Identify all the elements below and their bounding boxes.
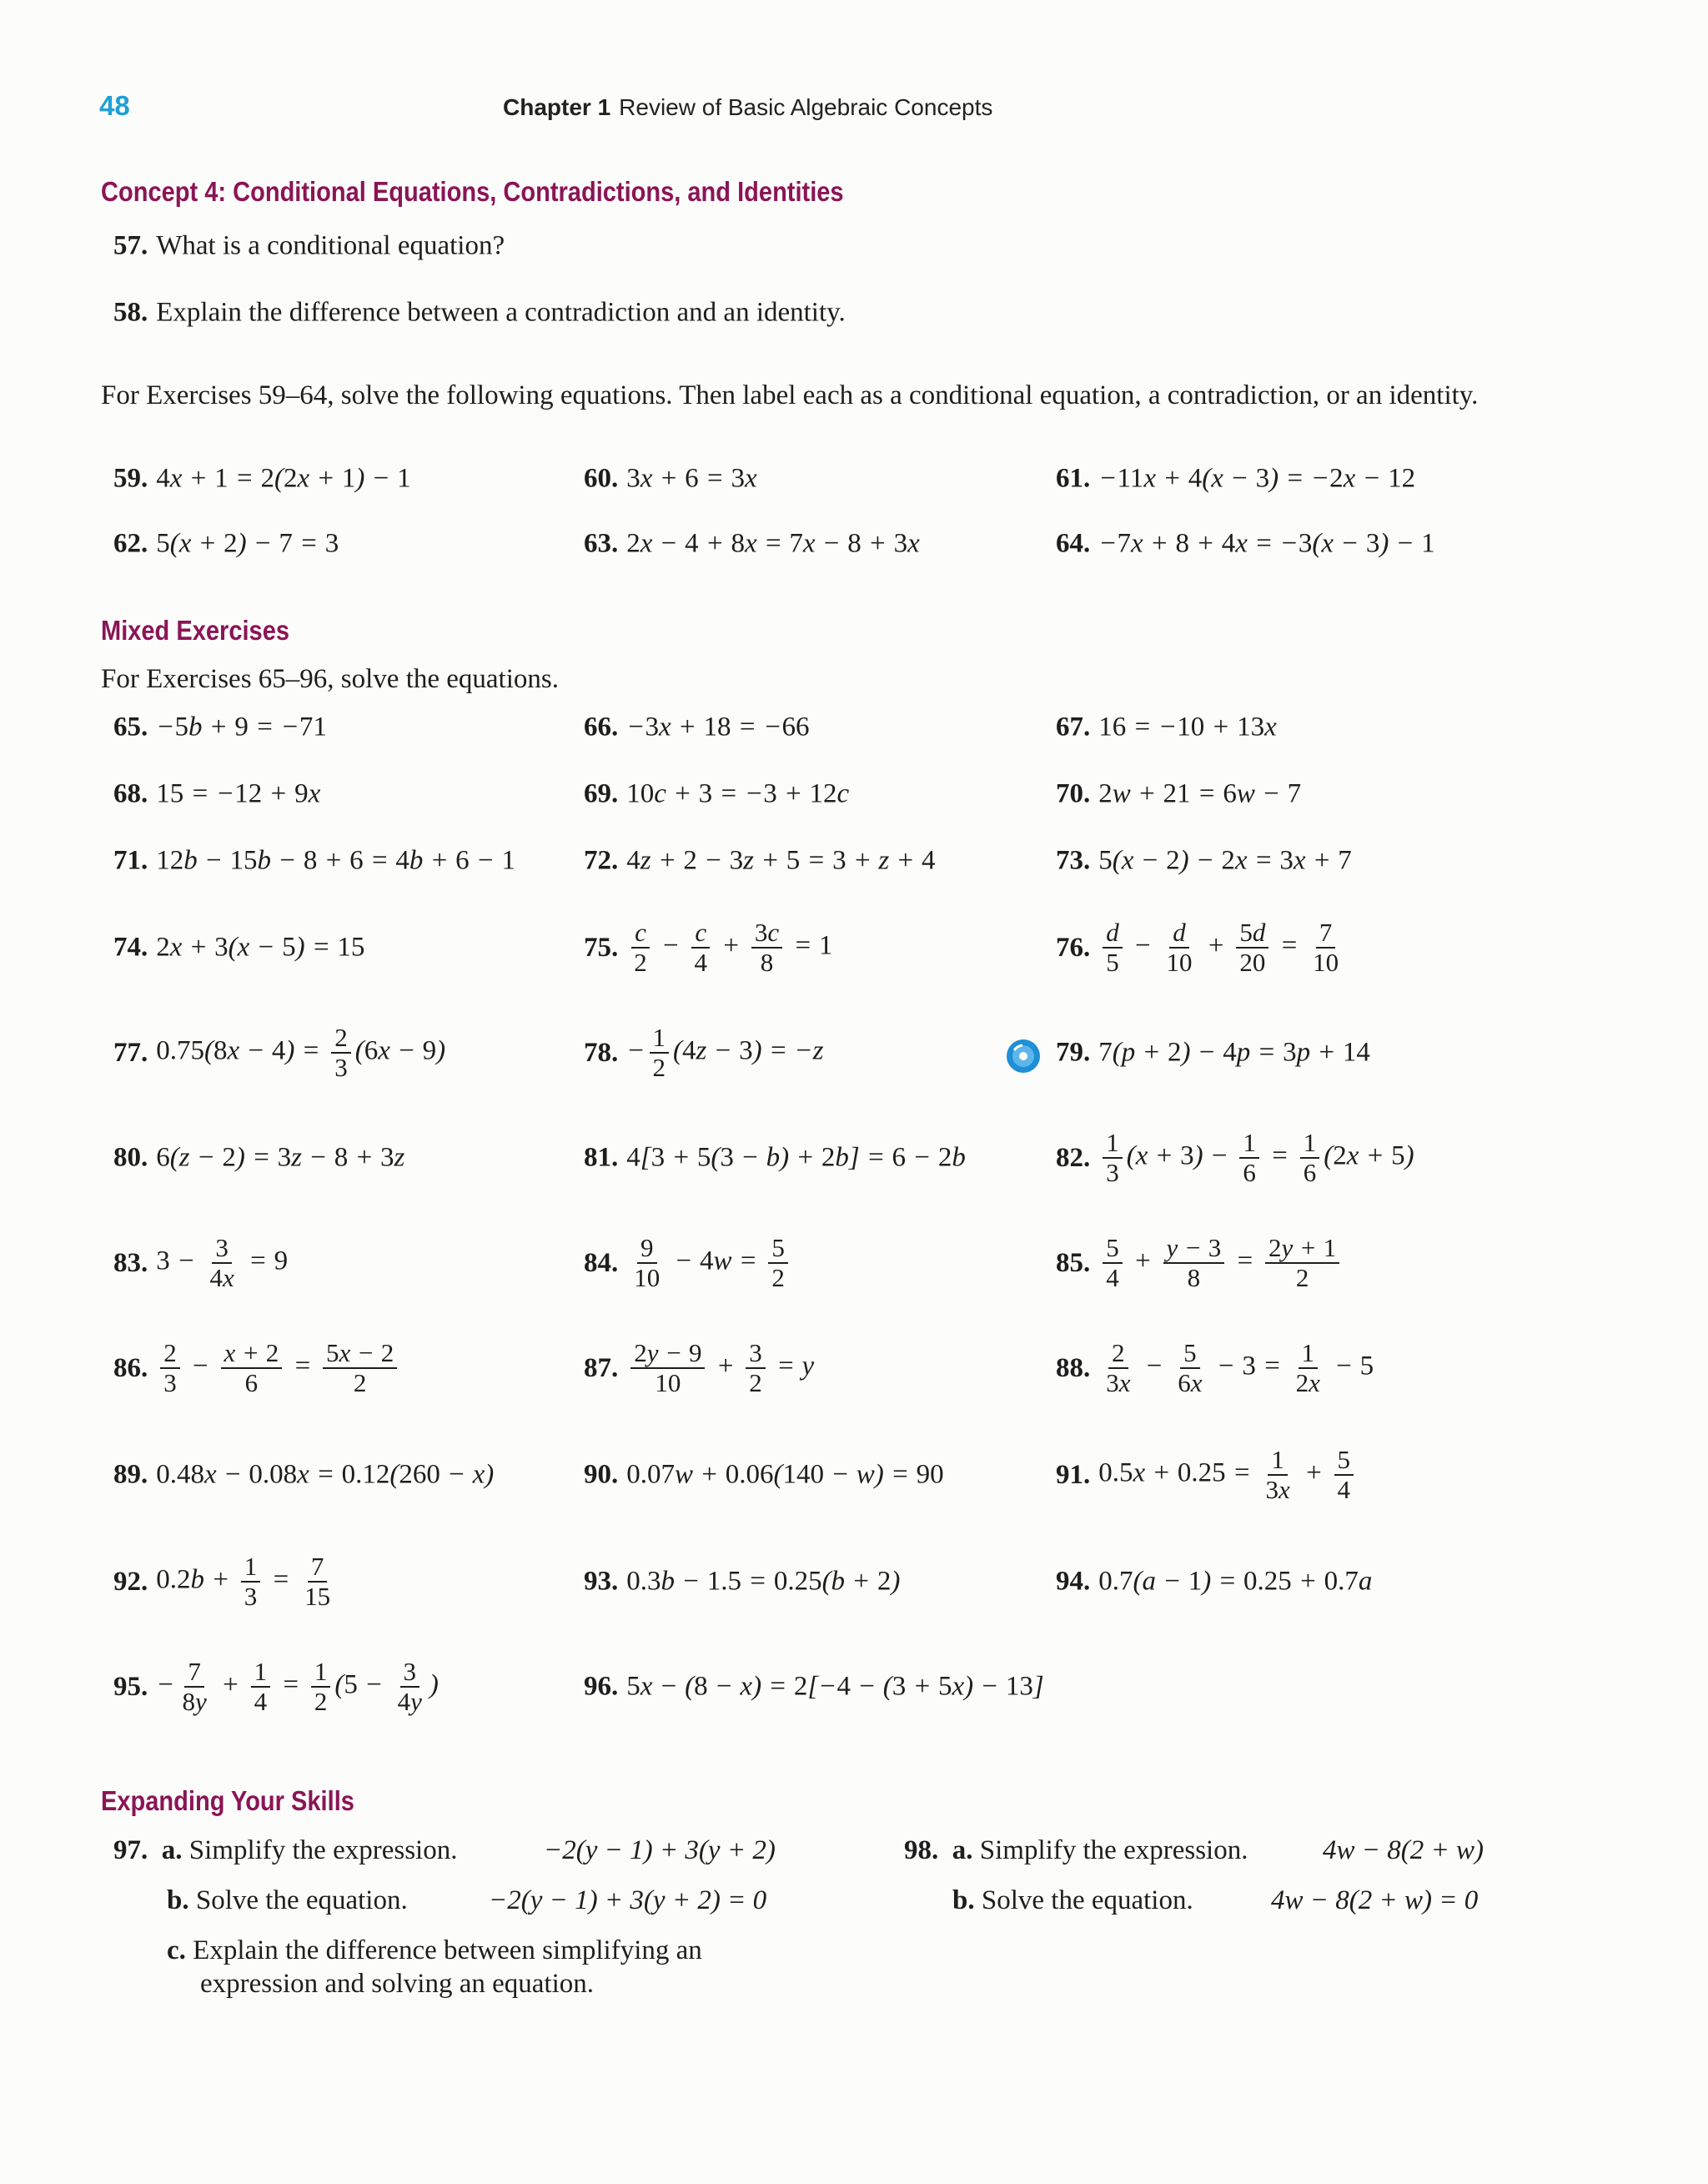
exercise-65: [113, 712, 327, 743]
exercise-number: 60.: [584, 463, 619, 494]
equation: 2x − 4 + 8x = 7x − 8 + 3x: [626, 528, 920, 559]
equation: −11x + 4(x − 3) = −2x − 12: [1098, 463, 1416, 494]
equation: 0.48x − 0.08x = 0.12(260 − x): [156, 1459, 495, 1490]
equation: −7x + 8 + 4x = −3(x − 3) − 1: [1098, 528, 1435, 559]
exercise-70: [1056, 779, 1301, 810]
exercise-number: 68.: [113, 778, 148, 809]
exercise-number: 69.: [584, 778, 619, 809]
exercise-number: 85.: [1056, 1247, 1091, 1278]
equation: 12b − 15b − 8 + 6 = 4b + 6 − 1: [156, 845, 515, 876]
exercise-number: 88.: [1056, 1352, 1091, 1383]
equation: 5(x + 2) − 7 = 3: [156, 528, 339, 559]
exercise-number: 66.: [584, 712, 619, 742]
equation: − $\frac{1}{2}$ (4z − 3) = −z: [626, 1023, 824, 1082]
q97a-expression: −2(y − 1) + 3(y + 2): [544, 1835, 776, 1865]
exercise-71: [113, 846, 515, 877]
exercise-82: [1056, 1129, 1414, 1187]
exercise-57: 57. What is a conditional equation?: [113, 230, 505, 261]
equation: $\frac{2}{3x}$ − $\frac{5}{6x}$ − 3 = $\frac{1}{2x}$ − 5: [1106, 1338, 1374, 1397]
equation: $\frac{d}{5}$ − $\frac{d}{10}$ + $\frac{5d}{20}$ = $\frac{7}{10}$: [1098, 918, 1346, 977]
exercise-89: [113, 1460, 494, 1491]
equation: $\frac{2y - 9}{10}$ + $\frac{3}{2}$ = y: [626, 1339, 814, 1397]
exercise-number: 61.: [1056, 463, 1091, 494]
concept4-heading: Concept 4: Conditional Equations, Contradictions, and Identities: [101, 176, 844, 207]
exercise-number: 80.: [113, 1142, 148, 1173]
q98b-expression: 4w − 8(2 + w) = 0: [1271, 1885, 1479, 1915]
exercise-97b: b. Solve the equation.: [167, 1885, 408, 1915]
exercise-number: 79.: [1056, 1037, 1091, 1068]
exercise-number: 72.: [584, 845, 619, 876]
exercise-number: 77.: [113, 1037, 148, 1068]
exercise-number: 84.: [584, 1247, 619, 1278]
equation: $\frac{5}{4}$ + $\frac{y - 3}{8}$ = $\frac{2y + 1}{2}$: [1098, 1234, 1344, 1292]
equation: 0.7(a − 1) = 0.25 + 0.7a: [1098, 1566, 1373, 1597]
equation: 2w + 21 = 6w − 7: [1098, 778, 1302, 809]
exercise-81: [584, 1143, 966, 1174]
equation: 5(x − 2) − 2x = 3x + 7: [1098, 845, 1352, 876]
exercise-96: [584, 1672, 1044, 1703]
exercise-number: 75.: [584, 932, 619, 963]
exercise-66: [584, 712, 810, 743]
exercise-84: [584, 1234, 792, 1292]
exercise-number: 62.: [113, 528, 148, 559]
exercise-87: [584, 1339, 814, 1397]
exercise-63: [584, 529, 920, 560]
exercise-number: 74.: [113, 932, 148, 963]
instruction-59-64: For Exercises 59–64, solve the following equations. Then label each as a conditional equation, a contradiction, or an identity.: [101, 380, 1479, 410]
exercise-number: 73.: [1056, 845, 1091, 876]
exercise-95: [113, 1658, 439, 1716]
equation: −5b + 9 = −71: [156, 712, 327, 742]
equation: − $\frac{7}{8y}$ + $\frac{1}{4}$ = $\frac{1}{2}$ (5 − $\frac{3}{4y}$ ): [156, 1657, 439, 1716]
running-head: [503, 94, 992, 121]
equation: 0.07w + 0.06(140 − w) = 90: [626, 1459, 944, 1490]
exercise-93: [584, 1567, 900, 1598]
equation: 3 − $\frac{3}{4x}$ = 9: [156, 1233, 289, 1292]
exercise-97a: 97. a. Simplify the expression.: [113, 1835, 458, 1865]
equation: 0.3b − 1.5 = 0.25(b + 2): [626, 1566, 901, 1597]
q98a-expression: 4w − 8(2 + w): [1323, 1835, 1484, 1865]
exercise-74: [113, 933, 364, 964]
exercise-number: 94.: [1056, 1566, 1091, 1597]
mixed-exercises-heading: Mixed Exercises: [101, 615, 290, 646]
exercise-number: 70.: [1056, 778, 1091, 809]
exercise-78: [584, 1024, 824, 1082]
exercise-72: [584, 846, 935, 877]
exercise-85: [1056, 1234, 1344, 1292]
expanding-skills-heading: Expanding Your Skills: [101, 1785, 354, 1816]
exercise-number: 67.: [1056, 712, 1091, 742]
exercise-79: [1056, 1038, 1370, 1069]
q58-text: Explain the difference between a contradiction and an identity.: [156, 297, 846, 328]
exercise-number: 82.: [1056, 1142, 1091, 1173]
exercise-92: [113, 1552, 338, 1611]
exercise-number: 91.: [1056, 1459, 1091, 1490]
q97b-expression: −2(y − 1) + 3(y + 2) = 0: [489, 1885, 767, 1915]
exercise-86: [113, 1339, 401, 1397]
instruction-65-96: For Exercises 65–96, solve the equations.: [101, 664, 559, 694]
exercise-58: 58. Explain the difference between a contradiction and an identity.: [113, 297, 846, 328]
exercise-80: [113, 1143, 404, 1174]
chapter-title: Review of Basic Algebraic Concepts: [619, 94, 993, 120]
exercise-number: 87.: [584, 1352, 619, 1383]
equation: 10c + 3 = −3 + 12c: [626, 778, 850, 809]
equation: $\frac{c}{2}$ − $\frac{c}{4}$ + $\frac{3c}{8}$ = 1: [626, 918, 832, 977]
chapter-label: Chapter 1: [503, 94, 611, 120]
exercise-number: 95.: [113, 1671, 148, 1702]
exercise-62: [113, 529, 339, 560]
equation: 3x + 6 = 3x: [626, 463, 757, 494]
equation: 4x + 1 = 2(2x + 1) − 1: [156, 463, 411, 494]
exercise-60: [584, 464, 757, 495]
exercise-64: [1056, 529, 1435, 560]
equation: 4z + 2 − 3z + 5 = 3 + z + 4: [626, 845, 936, 876]
exercise-67: [1056, 712, 1277, 743]
exercise-number: 89.: [113, 1459, 148, 1490]
equation: $\frac{9}{10}$ − 4w = $\frac{5}{2}$: [626, 1234, 792, 1292]
exercise-88: [1056, 1339, 1374, 1397]
equation: 0.5x + 0.25 = $\frac{1}{3x}$ + $\frac{5}{4}$: [1098, 1446, 1358, 1504]
exercise-number: 64.: [1056, 528, 1091, 559]
equation: 15 = −12 + 9x: [156, 778, 321, 809]
exercise-94: [1056, 1567, 1372, 1598]
exercise-number: 90.: [584, 1459, 619, 1490]
equation: 7(p + 2) − 4p = 3p + 14: [1098, 1037, 1370, 1068]
equation: 0.75(8x − 4) = $\frac{2}{3}$ (6x − 9): [156, 1023, 446, 1082]
q57-text: What is a conditional equation?: [156, 230, 505, 261]
exercise-number: 59.: [113, 463, 148, 494]
exercise-61: [1056, 464, 1415, 495]
exercise-number: 86.: [113, 1352, 148, 1383]
exercise-number: 76.: [1056, 932, 1091, 963]
equation: 4[3 + 5(3 − b) + 2b] = 6 − 2b: [626, 1142, 966, 1173]
exercise-number: 81.: [584, 1142, 619, 1173]
exercise-number: 65.: [113, 712, 148, 742]
exercise-number: 93.: [584, 1566, 619, 1597]
cd-disc-icon: [1006, 1039, 1041, 1074]
equation: 2x + 3(x − 5) = 15: [156, 932, 365, 963]
page-number: 48: [99, 90, 130, 121]
equation: −3x + 18 = −66: [626, 712, 810, 742]
exercise-number: 96.: [584, 1671, 619, 1702]
exercise-number: 83.: [113, 1247, 148, 1278]
exercise-97c: c. Explain the difference between simplifying an: [167, 1935, 702, 1965]
exercise-83: [113, 1234, 288, 1292]
exercise-97c-line2: expression and solving an equation.: [200, 1969, 594, 1999]
exercise-98a: 98. a. Simplify the expression.: [904, 1835, 1248, 1865]
equation: 5x − (8 − x) = 2[−4 − (3 + 5x) − 13]: [626, 1671, 1044, 1702]
equation: $\frac{2}{3}$ − $\frac{x + 2}{6}$ = $\frac{5x - 2}{2}$: [156, 1339, 401, 1397]
equation: 16 = −10 + 13x: [1098, 712, 1277, 742]
exercise-number: 78.: [584, 1037, 619, 1068]
equation: 0.2b + $\frac{1}{3}$ = $\frac{7}{15}$: [156, 1552, 331, 1611]
exercise-98b: b. Solve the equation.: [952, 1885, 1193, 1915]
exercise-69: [584, 779, 849, 810]
exercise-number: 63.: [584, 528, 619, 559]
exercise-59: [113, 464, 411, 495]
exercise-77: [113, 1024, 445, 1082]
equation: 6(z − 2) = 3z − 8 + 3z: [156, 1142, 405, 1173]
exercise-73: [1056, 846, 1352, 877]
exercise-number: 71.: [113, 845, 148, 876]
exercise-90: [584, 1460, 944, 1491]
equation: $\frac{1}{3}$ (x + 3) − $\frac{1}{6}$ = $\frac{1}{6}$ (2x + 5): [1098, 1129, 1414, 1187]
exercise-76: [1056, 918, 1346, 977]
exercise-68: [113, 779, 320, 810]
exercise-number: 92.: [113, 1566, 148, 1597]
exercise-91: [1056, 1446, 1358, 1504]
exercise-75: [584, 918, 832, 977]
